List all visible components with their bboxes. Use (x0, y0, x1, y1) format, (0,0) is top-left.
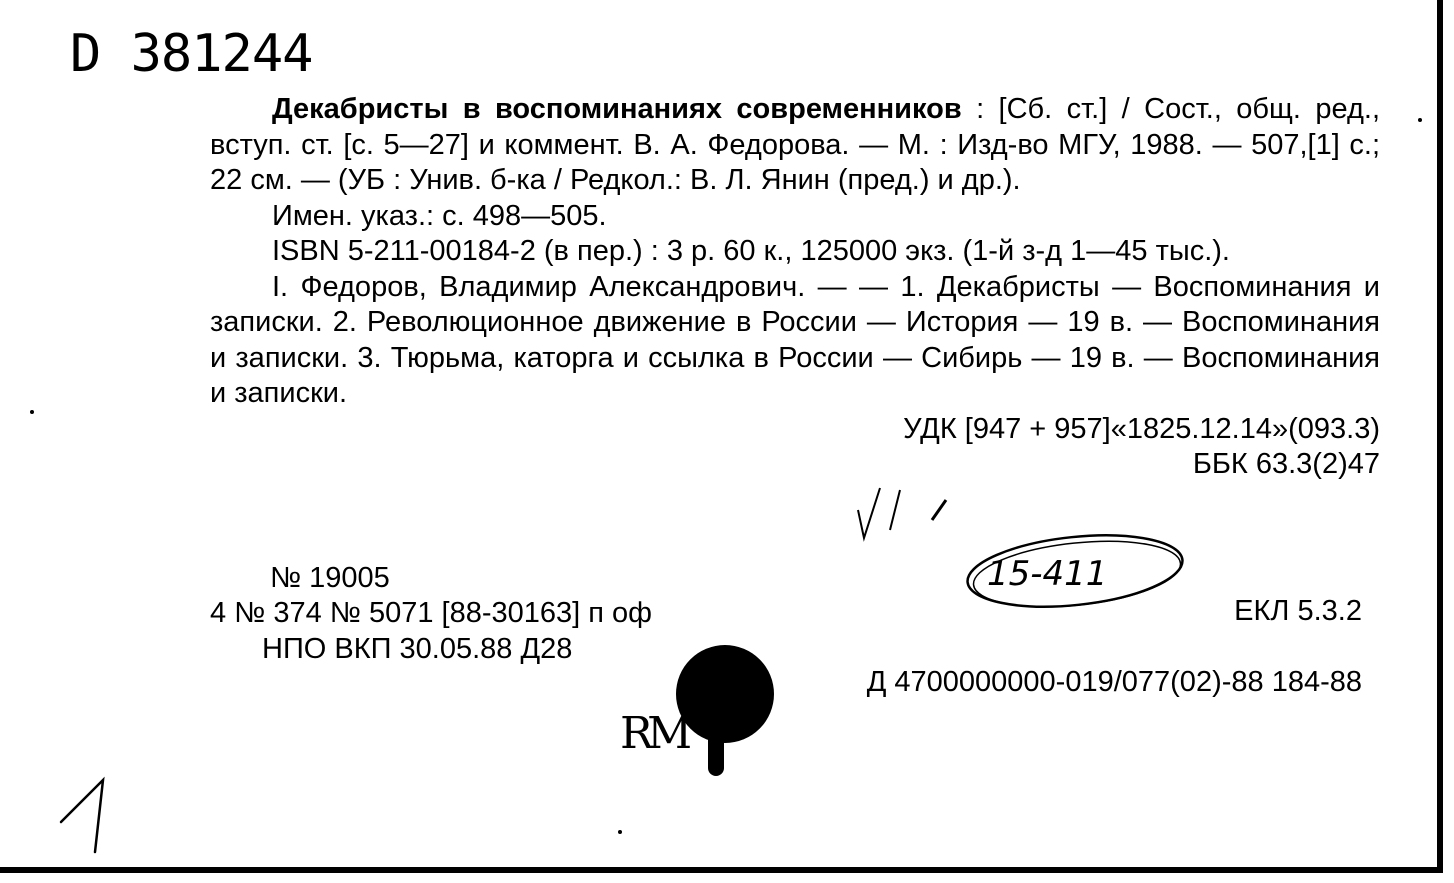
main-description (210, 92, 1380, 199)
bibliographic-entry (210, 92, 1380, 483)
pen-strokes (850, 480, 960, 550)
inventory-number: D 381244 (70, 24, 313, 84)
entry-description: : [Сб. ст.] / Сост., общ. ред., вступ. ст. [с. 5—27] и коммент. В. А. Федорова. — М. : Изд-во МГУ, 1988. — 507,[1] с.; 22 см. — (УБ : Унив. б-ка / Редкол.: В. Л. Янин (пред.) и др.). (210, 93, 1380, 196)
bbk-code: ББК 63.3(2)47 (1192, 448, 1380, 480)
ink-blot-tail (708, 730, 724, 776)
ekl-code: ЕКЛ 5.3.2 (1234, 595, 1362, 627)
subject-tracings: I. Федоров, Владимир Александрович. — — 1. Декабристы — Воспоминания и записки. 2. Революционное движение в России — История — 19 в. — Воспоминания и записки. 3. Тюрьма, каторга и ссылка в России — Сибирь — 19 в. — Воспоминания и записки. (210, 270, 1380, 409)
speck (1418, 118, 1422, 122)
speck (30, 410, 34, 414)
pen-mark-stroke (932, 500, 946, 520)
handwritten-oval-mark (955, 525, 1195, 615)
pen-check-stroke (858, 488, 880, 538)
card-number: № 19005 (270, 562, 390, 594)
entry-title: Декабристы в воспоминаниях современников (272, 93, 962, 125)
pen-slash-stroke (890, 490, 900, 530)
d-code: Д 4700000000-019/077(02)-88 184-88 (866, 666, 1362, 698)
index-note: Имен. указ.: с. 498—505. (272, 199, 607, 232)
corner-mark-stroke (61, 780, 103, 852)
order-line: 4 № 374 № 5071 [88-30163] п оф (210, 597, 653, 629)
stamp-mark: RM (620, 708, 687, 759)
corner-mark-text: 1 (55, 770, 56, 771)
ink-blot (676, 645, 774, 743)
isbn-line: ISBN 5-211-00184-2 (в пер.) : 3 р. 60 к., 125000 экз. (1-й з-д 1—45 тыс.). (272, 235, 1230, 267)
npo-line: НПО ВКП 30.05.88 Д28 (262, 633, 573, 665)
handwritten-corner-mark (55, 770, 125, 860)
speck (618, 830, 622, 834)
oval-mark-text: 15-411 (987, 554, 1108, 594)
udk-code: УДК [947 + 957]«1825.12.14»(093.3) (903, 412, 1380, 445)
